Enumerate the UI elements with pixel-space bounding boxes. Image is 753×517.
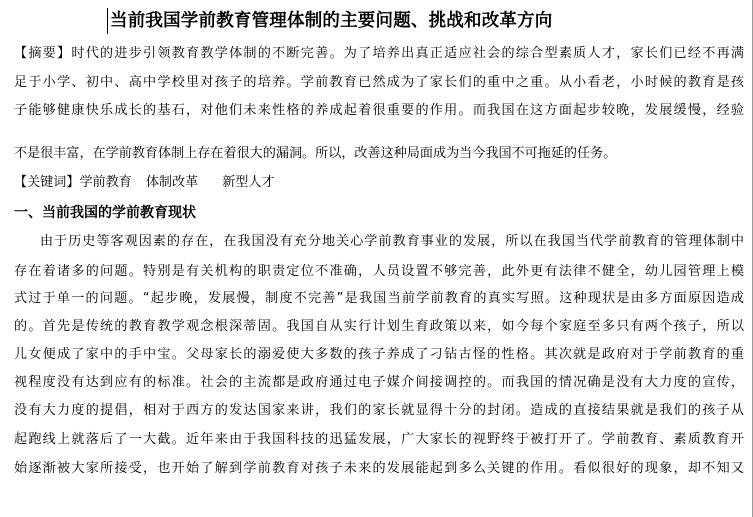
keywords-label: 【关键词】	[14, 175, 80, 190]
body-line: 视程度没有达到应有的标准。社会的主流都是政府通过电子媒介间接调控的。而我国的情况确是没有大力度的宣传，	[14, 375, 744, 390]
section-heading: 一、当前我国的学前教育现状	[14, 205, 196, 221]
body-line: 起跑线上就落后了一大截。近年来由于我国科技的迅猛发展，广大家长的视野终于被打开了。学前教育、素质教育开	[14, 432, 744, 447]
body-line: 存在着诸多的问题。特别是有关机构的职责定位不准确，人员设置不够完善，此外更有法律不健全，幼儿园管理上模	[14, 264, 744, 279]
body-line: 儿女便成了家中的手中宝。父母家长的溺爱使大多数的孩子养成了刁钻古怪的性格。其次就是政府对于学前教育的重	[14, 347, 744, 362]
abstract-line: 【摘要】时代的进步引领教育教学体制的不断完善。为了培养出真正适应社会的综合型素质人才，家长们已经不再满	[14, 46, 744, 61]
keyword-item: 新型人才	[222, 175, 275, 190]
text-cursor	[107, 8, 108, 34]
body-line: 由于历史等客观因素的存在，在我国没有充分地关心学前教育事业的发展，所以在我国当代学前教育的管理体制中	[40, 234, 744, 249]
abstract-line: 足于小学、初中、高中学校里对孩子的培养。学前教育已然成为了家长们的重中之重。从小看老，小时候的教育是孩	[14, 75, 744, 90]
keyword-item: 体制改革	[145, 175, 199, 190]
body-line: 始逐渐被大家所接受，也开始了解到学前教育对孩子未来的发展能起到多么关键的作用。看似很好的现象，却不知又	[14, 461, 744, 476]
body-line: 式过于单一的问题。“起步晚，发展慢，制度不完善”是我国当前学前教育的真实写照。这种现状是由多方面原因造成	[14, 291, 744, 306]
body-line: 没有大力度的提倡，相对于西方的发达国家来讲，我们的家长就显得十分的封闭。造成的直接结果就是我们的孩子从	[14, 403, 744, 418]
abstract-line: 子能够健康快乐成长的基石，对他们未来性格的养成起着很重要的作用。而我国在这方面起步较晚，发展缓慢，经验	[14, 103, 744, 118]
keywords-line	[14, 173, 744, 193]
abstract-line: 不是很丰富，在学前教育体制上存在着很大的漏洞。所以，改善这种局面成为当今我国不可拖延的任务。	[14, 146, 617, 161]
keyword-item: 学前教育	[79, 175, 132, 190]
document-title: 当前我国学前教育管理体制的主要问题、挑战和改革方向	[110, 11, 553, 31]
body-line: 的。首先是传统的教育教学观念根深蒂固。我国自从实行计划生育政策以来，如今每个家庭至多只有两个孩子，所以	[14, 319, 744, 334]
